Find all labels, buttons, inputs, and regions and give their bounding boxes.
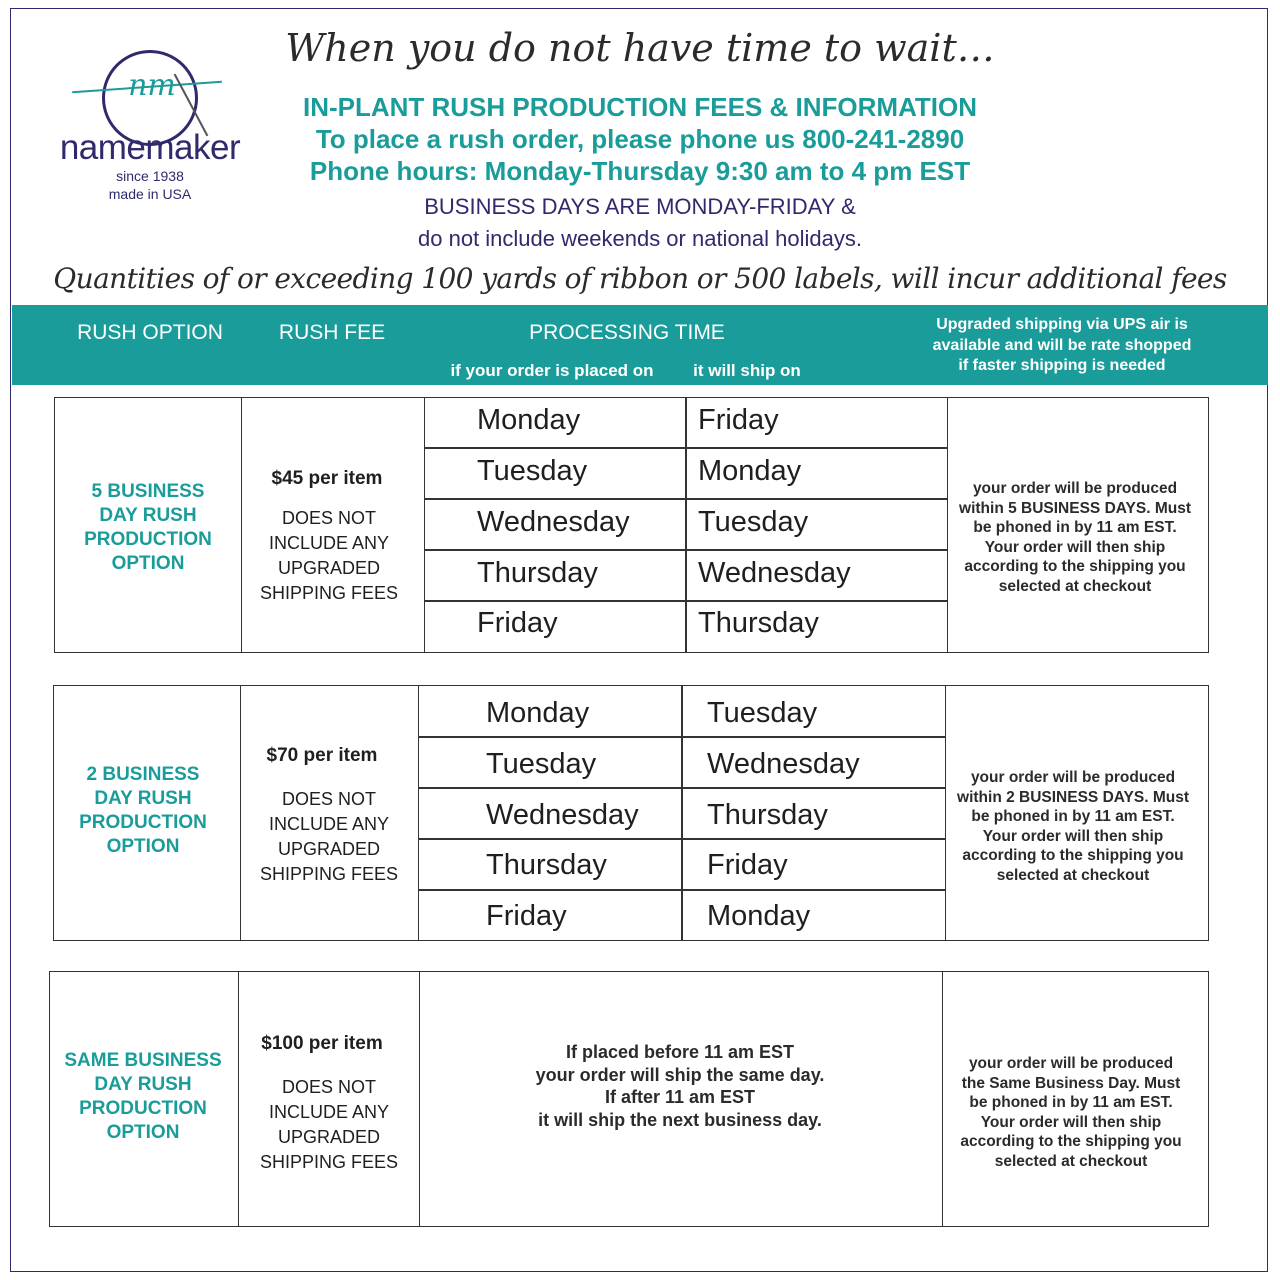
business-days-line-1: BUSINESS DAYS ARE MONDAY-FRIDAY &	[424, 194, 856, 219]
placed-day: Wednesday	[477, 506, 630, 538]
row-divider	[418, 787, 946, 789]
info-line: selected at checkout	[996, 866, 1150, 884]
logo-since: since 1938	[116, 168, 184, 184]
info-line: your order will be produced	[970, 769, 1176, 786]
placed-day: Tuesday	[486, 748, 597, 780]
column-upgraded-shipping	[902, 315, 1222, 377]
same-day-line: If after 11 am EST	[604, 1087, 756, 1107]
option-label-line: OPTION	[111, 553, 185, 574]
ship-day: Friday	[707, 849, 788, 881]
row-divider	[424, 600, 948, 602]
fee-note-line: UPGRADED	[277, 558, 380, 578]
logo-made-in: made in USA	[108, 186, 192, 202]
option-label-line: DAY RUSH	[94, 788, 192, 809]
upgraded-line-3: if faster shipping is needed	[958, 357, 1166, 374]
fee-note-line: DOES NOT	[281, 1077, 376, 1097]
info-line: be phoned in by 11 am EST.	[969, 1094, 1173, 1111]
rush-price: $100 per item	[261, 1033, 383, 1054]
fee-note-line: INCLUDE ANY	[268, 1102, 390, 1122]
fee-note	[245, 787, 413, 887]
option-info	[948, 768, 1198, 885]
info-line: your order will be produced	[972, 480, 1178, 497]
same-day-line: it will ship the next business day.	[538, 1109, 822, 1130]
quantity-note: Quantities of or exceeding 100 yards of ribbon or 500 labels, will incur additional fees	[53, 262, 1227, 295]
ship-day: Monday	[707, 900, 811, 932]
column-processing-time: PROCESSING TIME	[529, 321, 725, 344]
placed-day: Thursday	[477, 557, 598, 589]
option-label-line: PRODUCTION	[79, 1098, 207, 1119]
ship-day: Friday	[698, 404, 779, 436]
placed-day: Monday	[477, 404, 581, 436]
ship-day: Thursday	[707, 799, 828, 831]
option-label-line: PRODUCTION	[84, 529, 212, 550]
page-title: IN-PLANT RUSH PRODUCTION FEES & INFORMATION	[302, 92, 978, 122]
fee-note-line: DOES NOT	[281, 508, 376, 528]
option-label-line: SAME BUSINESS	[64, 1050, 222, 1071]
fee-note-line: SHIPPING FEES	[259, 864, 399, 884]
fee-note-line: INCLUDE ANY	[268, 533, 390, 553]
info-line: according to the shipping you	[964, 558, 1186, 575]
placed-day: Friday	[486, 900, 567, 932]
option-label-line: DAY RUSH	[94, 1074, 192, 1095]
ship-day: Wednesday	[707, 748, 860, 780]
info-line: selected at checkout	[998, 577, 1152, 595]
option-label	[55, 763, 231, 859]
option-label-line: OPTION	[106, 1122, 180, 1143]
info-line: your order will be produced	[968, 1055, 1174, 1072]
placed-day: Monday	[486, 697, 590, 729]
phone-line: To place a rush order, please phone us 800-241-2890	[315, 124, 965, 154]
fee-note-line: UPGRADED	[277, 1127, 380, 1147]
info-line: selected at checkout	[994, 1152, 1148, 1170]
info-line: according to the shipping you	[962, 847, 1184, 864]
fee-note-line: DOES NOT	[281, 789, 376, 809]
logo-name: namemaker	[59, 128, 241, 167]
row-divider	[418, 838, 946, 840]
info-line: be phoned in by 11 am EST.	[971, 808, 1175, 825]
ship-day: Tuesday	[698, 506, 809, 538]
upgraded-line-2: available and will be rate shopped	[932, 336, 1192, 354]
fee-note-line: SHIPPING FEES	[259, 1152, 399, 1172]
info-line: Your order will then ship	[980, 1113, 1162, 1131]
info-line: within 5 BUSINESS DAYS. Must	[959, 499, 1191, 517]
option-label-line: DAY RUSH	[99, 505, 197, 526]
fee-note-line: UPGRADED	[277, 839, 380, 859]
column-rush-option: RUSH OPTION	[77, 321, 223, 344]
ship-day: Tuesday	[707, 697, 818, 729]
option-info	[946, 1054, 1196, 1171]
placed-day: Tuesday	[477, 455, 588, 487]
same-day-line: If placed before 11 am EST	[565, 1042, 795, 1062]
row-divider	[418, 889, 946, 891]
schedule-divider	[681, 685, 683, 941]
ship-day: Monday	[698, 455, 802, 487]
info-line: be phoned in by 11 am EST.	[973, 519, 1177, 536]
option-info	[950, 479, 1200, 596]
rush-price: $45 per item	[271, 468, 383, 489]
ship-day: Thursday	[698, 607, 819, 639]
placed-day: Wednesday	[486, 799, 639, 831]
placed-day: Thursday	[486, 849, 607, 881]
logo-monogram: nm	[128, 68, 176, 103]
option-label	[55, 1049, 231, 1145]
placed-day: Friday	[477, 607, 558, 639]
row-divider	[424, 447, 948, 449]
fee-note-line: SHIPPING FEES	[259, 583, 399, 603]
ship-day: Wednesday	[698, 557, 851, 589]
option-label-line: 5 BUSINESS	[91, 481, 205, 502]
option-label-line: OPTION	[106, 836, 180, 857]
column-ships-on: it will ship on	[693, 361, 801, 380]
row-divider	[418, 736, 946, 738]
tagline: When you do not have time to wait…	[285, 26, 995, 70]
fee-note	[245, 506, 413, 606]
column-rush-fee: RUSH FEE	[278, 321, 386, 344]
schedule-divider	[685, 397, 687, 653]
upgraded-line-1: Upgraded shipping via UPS air is	[936, 316, 1188, 333]
info-line: Your order will then ship	[982, 827, 1164, 845]
hours-line: Phone hours: Monday-Thursday 9:30 am to 4 pm EST	[309, 156, 971, 186]
column-header-band	[12, 305, 1268, 385]
row-divider	[424, 498, 948, 500]
fee-note-line: INCLUDE ANY	[268, 814, 390, 834]
same-day-text	[440, 1041, 920, 1131]
info-line: within 2 BUSINESS DAYS. Must	[957, 788, 1189, 806]
info-line: according to the shipping you	[960, 1133, 1182, 1150]
column-placed-on: if your order is placed on	[450, 361, 654, 380]
same-day-line: your order will ship the same day.	[535, 1064, 825, 1085]
fee-note	[245, 1075, 413, 1175]
row-divider	[424, 549, 948, 551]
option-label	[60, 480, 236, 576]
rush-price: $70 per item	[266, 745, 378, 766]
business-days-line-2: do not include weekends or national holidays.	[418, 226, 862, 251]
info-line: Your order will then ship	[984, 538, 1166, 556]
info-line: the Same Business Day. Must	[961, 1074, 1181, 1092]
option-label-line: PRODUCTION	[79, 812, 207, 833]
option-label-line: 2 BUSINESS	[86, 764, 200, 785]
